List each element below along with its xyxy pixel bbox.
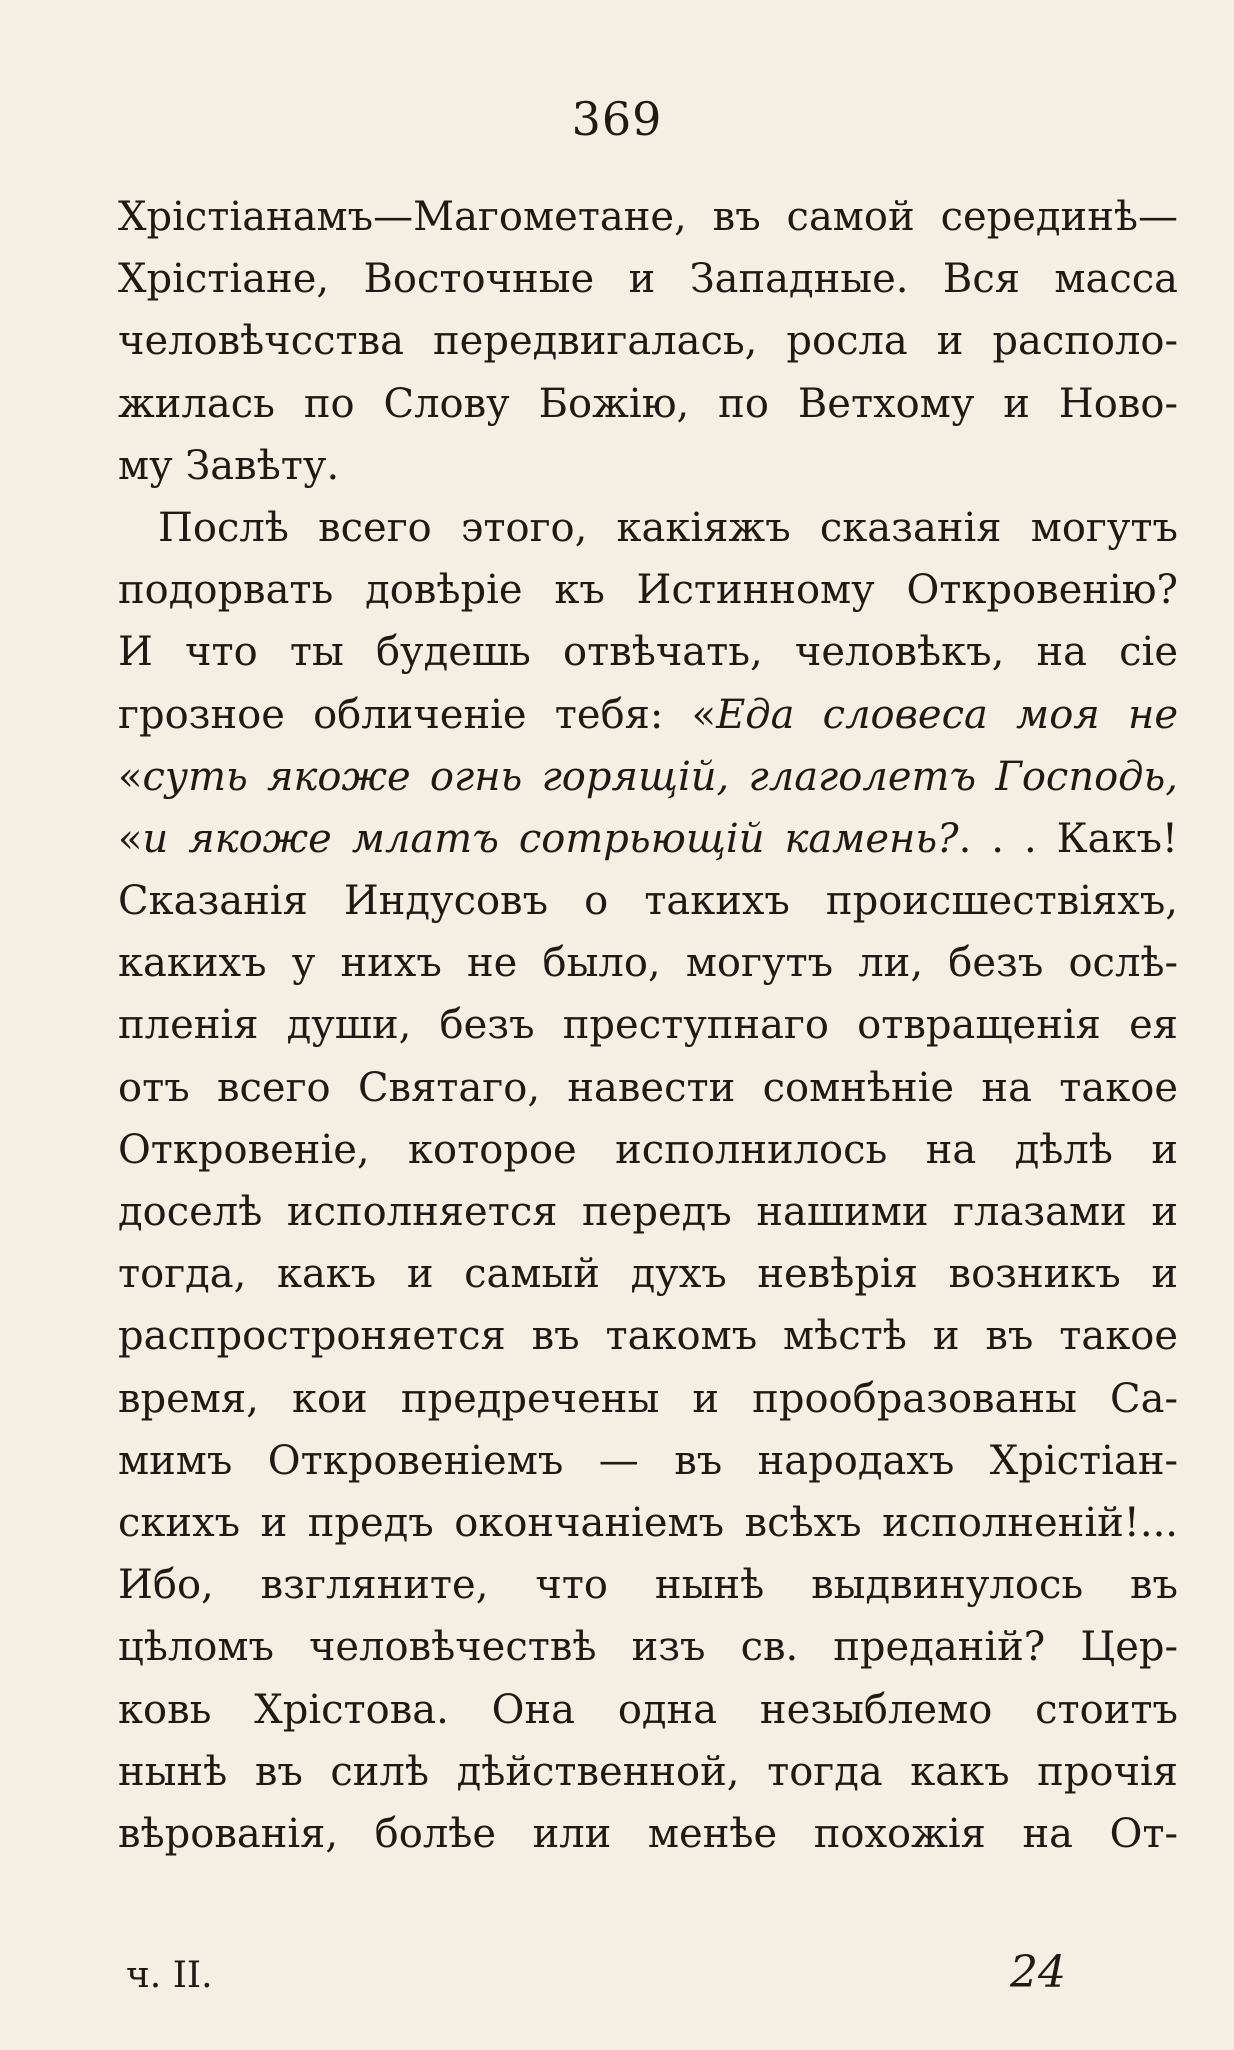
text-line: ковь Хрістова. Она одна незыблемо стоитъ — [118, 1686, 1178, 1733]
text-segment: « — [118, 753, 143, 800]
text-line: цѣломъ человѣчествѣ изъ св. преданій? Цер- — [118, 1624, 1178, 1671]
text-line: отъ всего Святаго, навести сомнѣніе на такое — [118, 1064, 1178, 1111]
quote-italic: суть якоже огнь горящій, глаголетъ Господь, — [142, 753, 1178, 800]
text-line: Ибо, взгляните, что нынѣ выдвинулось въ — [118, 1562, 1178, 1609]
page-text — [118, 186, 1178, 1865]
text-line: время, кои предречены и прообразованы Са- — [118, 1375, 1178, 1422]
text-line-quote — [118, 684, 1178, 746]
signature-mark: ч. II. — [126, 1955, 213, 1996]
quote-italic: Еда словеса моя не — [716, 691, 1179, 738]
text-line: Сказанія Индусовъ о такихъ происшествіяхъ, — [118, 878, 1178, 925]
text-line: Хрістіане, Восточные и Западные. Вся масса — [118, 256, 1178, 303]
text-line: мимъ Откровеніемъ — въ народахъ Хрістіан- — [118, 1437, 1178, 1484]
text-line: му Завѣту. — [118, 442, 340, 489]
text-line: тогда, какъ и самый духъ невѣрія возникъ и — [118, 1251, 1178, 1298]
text-segment: грозное обличеніе тебя: « — [118, 691, 717, 738]
sheet-number: 24 — [1010, 1947, 1066, 1998]
page-number: 369 — [571, 92, 663, 146]
text-line: человѣчсства передвигалась, росла и располо- — [118, 318, 1178, 365]
text-line: пленія души, безъ преступнаго отвращенія ея — [118, 1002, 1178, 1049]
text-line: доселѣ исполняется передъ нашими глазами и — [118, 1189, 1178, 1235]
text-line: распростроняется въ такомъ мѣстѣ и въ такое — [118, 1313, 1178, 1360]
text-line-quote — [118, 808, 1178, 870]
text-line: какихъ у нихъ не было, могутъ ли, безъ ослѣ- — [118, 940, 1178, 987]
text-segment: . . . Какъ! — [958, 815, 1178, 862]
text-line: Послѣ всего этого, какіяжъ сказанія могутъ — [158, 504, 1178, 551]
text-line: скихъ и предъ окончаніемъ всѣхъ исполненій!... — [118, 1499, 1178, 1546]
text-line: вѣрованія, болѣе или менѣе похожія на От- — [118, 1810, 1178, 1857]
text-line: жилась по Слову Божію, по Ветхому и Ново- — [118, 380, 1178, 427]
text-line: нынѣ въ силѣ дѣйственной, тогда какъ прочія — [118, 1748, 1178, 1795]
text-line-quote — [118, 746, 1178, 808]
quote-italic: и якоже млатъ сотрьющій камень? — [142, 815, 959, 862]
text-segment: « — [118, 815, 143, 862]
text-line: подорвать довѣріе къ Истинному Откровенію? — [118, 567, 1178, 614]
text-line: И что ты будешь отвѣчать, человѣкъ, на сіе — [118, 629, 1178, 676]
text-line: Хрістіанамъ—Магометане, въ самой серединѣ— — [118, 194, 1178, 240]
text-line: Откровеніе, которое исполнилось на дѣлѣ и — [118, 1126, 1178, 1173]
